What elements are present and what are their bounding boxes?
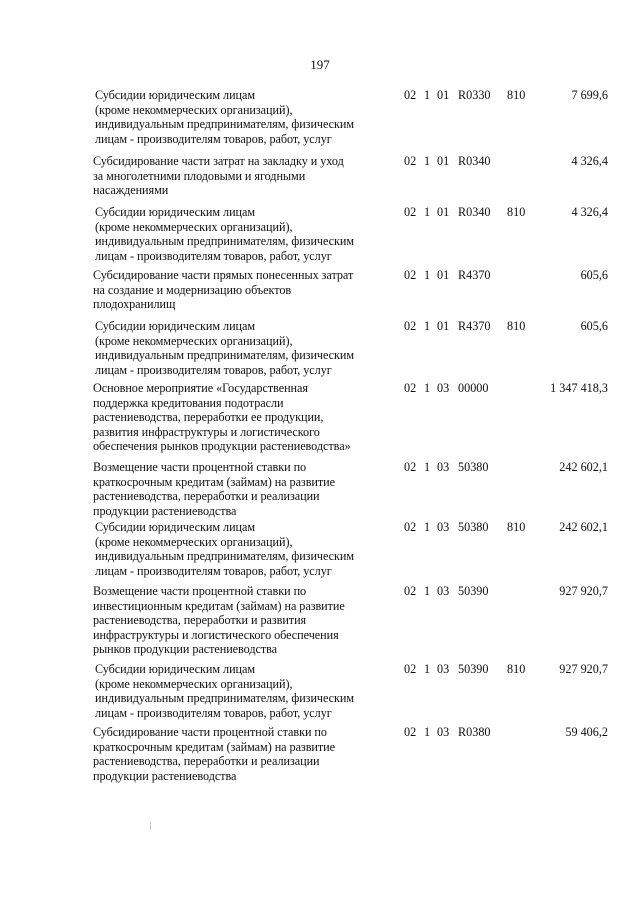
main-event-code: 01 xyxy=(437,319,450,333)
row-description: Субсидии юридическим лицам (кроме некоммерческих организаций), индивидуальным предпринимателям, физическим лицам - производителям товаров, работ, услуг xyxy=(95,319,355,377)
main-event-code: 03 xyxy=(437,460,450,474)
table-row xyxy=(0,460,640,520)
amount: 927 920,7 xyxy=(559,662,608,676)
table-row xyxy=(0,381,640,460)
amount: 242 602,1 xyxy=(559,520,608,534)
row-description: Субсидии юридическим лицам (кроме некоммерческих организаций), индивидуальным предпринимателям, физическим лицам - производителям товаров, работ, услуг xyxy=(95,520,355,578)
row-description: Субсидии юридическим лицам (кроме некоммерческих организаций), индивидуальным предпринимателям, физическим лицам - производителям товаров, работ, услуг xyxy=(95,662,355,720)
page-number: 197 xyxy=(310,57,330,72)
main-event-code: 03 xyxy=(437,381,450,395)
table-row xyxy=(0,205,640,268)
program-code: 02 xyxy=(404,520,417,534)
direction-code: R4370 xyxy=(458,268,491,282)
budget-table xyxy=(0,88,640,787)
subprogram-code: 1 xyxy=(424,205,431,219)
amount: 605,6 xyxy=(580,268,608,282)
direction-code: R4370 xyxy=(458,319,491,333)
expense-type-code: 810 xyxy=(507,88,526,102)
main-event-code: 03 xyxy=(437,662,450,676)
row-description: Субсидирование части затрат на закладку и уход за многолетними плодовыми и ягодными насаждениями xyxy=(93,154,344,198)
table-row xyxy=(0,662,640,725)
row-description: Субсидии юридическим лицам (кроме некоммерческих организаций), индивидуальным предпринимателям, физическим лицам - производителям товаров, работ, услуг xyxy=(95,205,355,263)
row-description: Основное мероприятие «Государственная поддержка кредитования подотрасли растениеводства, переработки ее продукции, развития инфраструктуры и логистического обеспечения рынков продукции растениеводства» xyxy=(93,381,351,454)
direction-code: 50380 xyxy=(458,460,489,474)
main-event-code: 01 xyxy=(437,88,450,102)
subprogram-code: 1 xyxy=(424,520,431,534)
program-code: 02 xyxy=(404,584,417,598)
amount: 927 920,7 xyxy=(559,584,608,598)
direction-code: 00000 xyxy=(458,381,489,395)
scan-mark xyxy=(150,822,151,830)
direction-code: R0330 xyxy=(458,88,491,102)
program-code: 02 xyxy=(404,268,417,282)
table-row xyxy=(0,584,640,662)
subprogram-code: 1 xyxy=(424,154,431,168)
expense-type-code: 810 xyxy=(507,319,526,333)
amount: 4 326,4 xyxy=(571,154,608,168)
amount: 4 326,4 xyxy=(571,205,608,219)
amount: 605,6 xyxy=(580,319,608,333)
subprogram-code: 1 xyxy=(424,268,431,282)
main-event-code: 01 xyxy=(437,154,450,168)
row-description: Субсидирование части процентной ставки по краткосрочным кредитам (займам) на развитие растениеводства, переработки и реализации продукции растениеводства xyxy=(93,725,335,783)
table-row xyxy=(0,88,640,154)
main-event-code: 03 xyxy=(437,725,450,739)
subprogram-code: 1 xyxy=(424,725,431,739)
program-code: 02 xyxy=(404,662,417,676)
program-code: 02 xyxy=(404,725,417,739)
program-code: 02 xyxy=(404,154,417,168)
subprogram-code: 1 xyxy=(424,662,431,676)
amount: 59 406,2 xyxy=(565,725,608,739)
row-description: Возмещение части процентной ставки по инвестиционным кредитам (займам) на развитие растениеводства, переработки и развития инфраструктуры и логистического обеспечения рынков продукции растениеводства xyxy=(93,584,345,657)
program-code: 02 xyxy=(404,319,417,333)
program-code: 02 xyxy=(404,381,417,395)
direction-code: 50390 xyxy=(458,584,489,598)
direction-code: 50390 xyxy=(458,662,489,676)
amount: 1 347 418,3 xyxy=(550,381,608,395)
program-code: 02 xyxy=(404,460,417,474)
amount: 7 699,6 xyxy=(571,88,608,102)
table-row xyxy=(0,520,640,584)
subprogram-code: 1 xyxy=(424,460,431,474)
row-description: Возмещение части процентной ставки по краткосрочным кредитам (займам) на развитие растениеводства, переработки и реализации продукции растениеводства xyxy=(93,460,335,518)
table-row xyxy=(0,268,640,319)
subprogram-code: 1 xyxy=(424,381,431,395)
expense-type-code: 810 xyxy=(507,205,526,219)
table-row xyxy=(0,319,640,381)
main-event-code: 01 xyxy=(437,268,450,282)
amount: 242 602,1 xyxy=(559,460,608,474)
main-event-code: 03 xyxy=(437,584,450,598)
direction-code: R0340 xyxy=(458,205,491,219)
row-description: Субсидирование части прямых понесенных затрат на создание и модернизацию объектов плодохранилищ xyxy=(93,268,354,312)
main-event-code: 03 xyxy=(437,520,450,534)
table-row xyxy=(0,154,640,205)
table-row xyxy=(0,725,640,787)
expense-type-code: 810 xyxy=(507,662,526,676)
subprogram-code: 1 xyxy=(424,584,431,598)
program-code: 02 xyxy=(404,205,417,219)
program-code: 02 xyxy=(404,88,417,102)
direction-code: R0340 xyxy=(458,154,491,168)
row-description: Субсидии юридическим лицам (кроме некоммерческих организаций), индивидуальным предпринимателям, физическим лицам - производителям товаров, работ, услуг xyxy=(95,88,355,146)
direction-code: R0380 xyxy=(458,725,491,739)
main-event-code: 01 xyxy=(437,205,450,219)
subprogram-code: 1 xyxy=(424,319,431,333)
direction-code: 50380 xyxy=(458,520,489,534)
expense-type-code: 810 xyxy=(507,520,526,534)
subprogram-code: 1 xyxy=(424,88,431,102)
